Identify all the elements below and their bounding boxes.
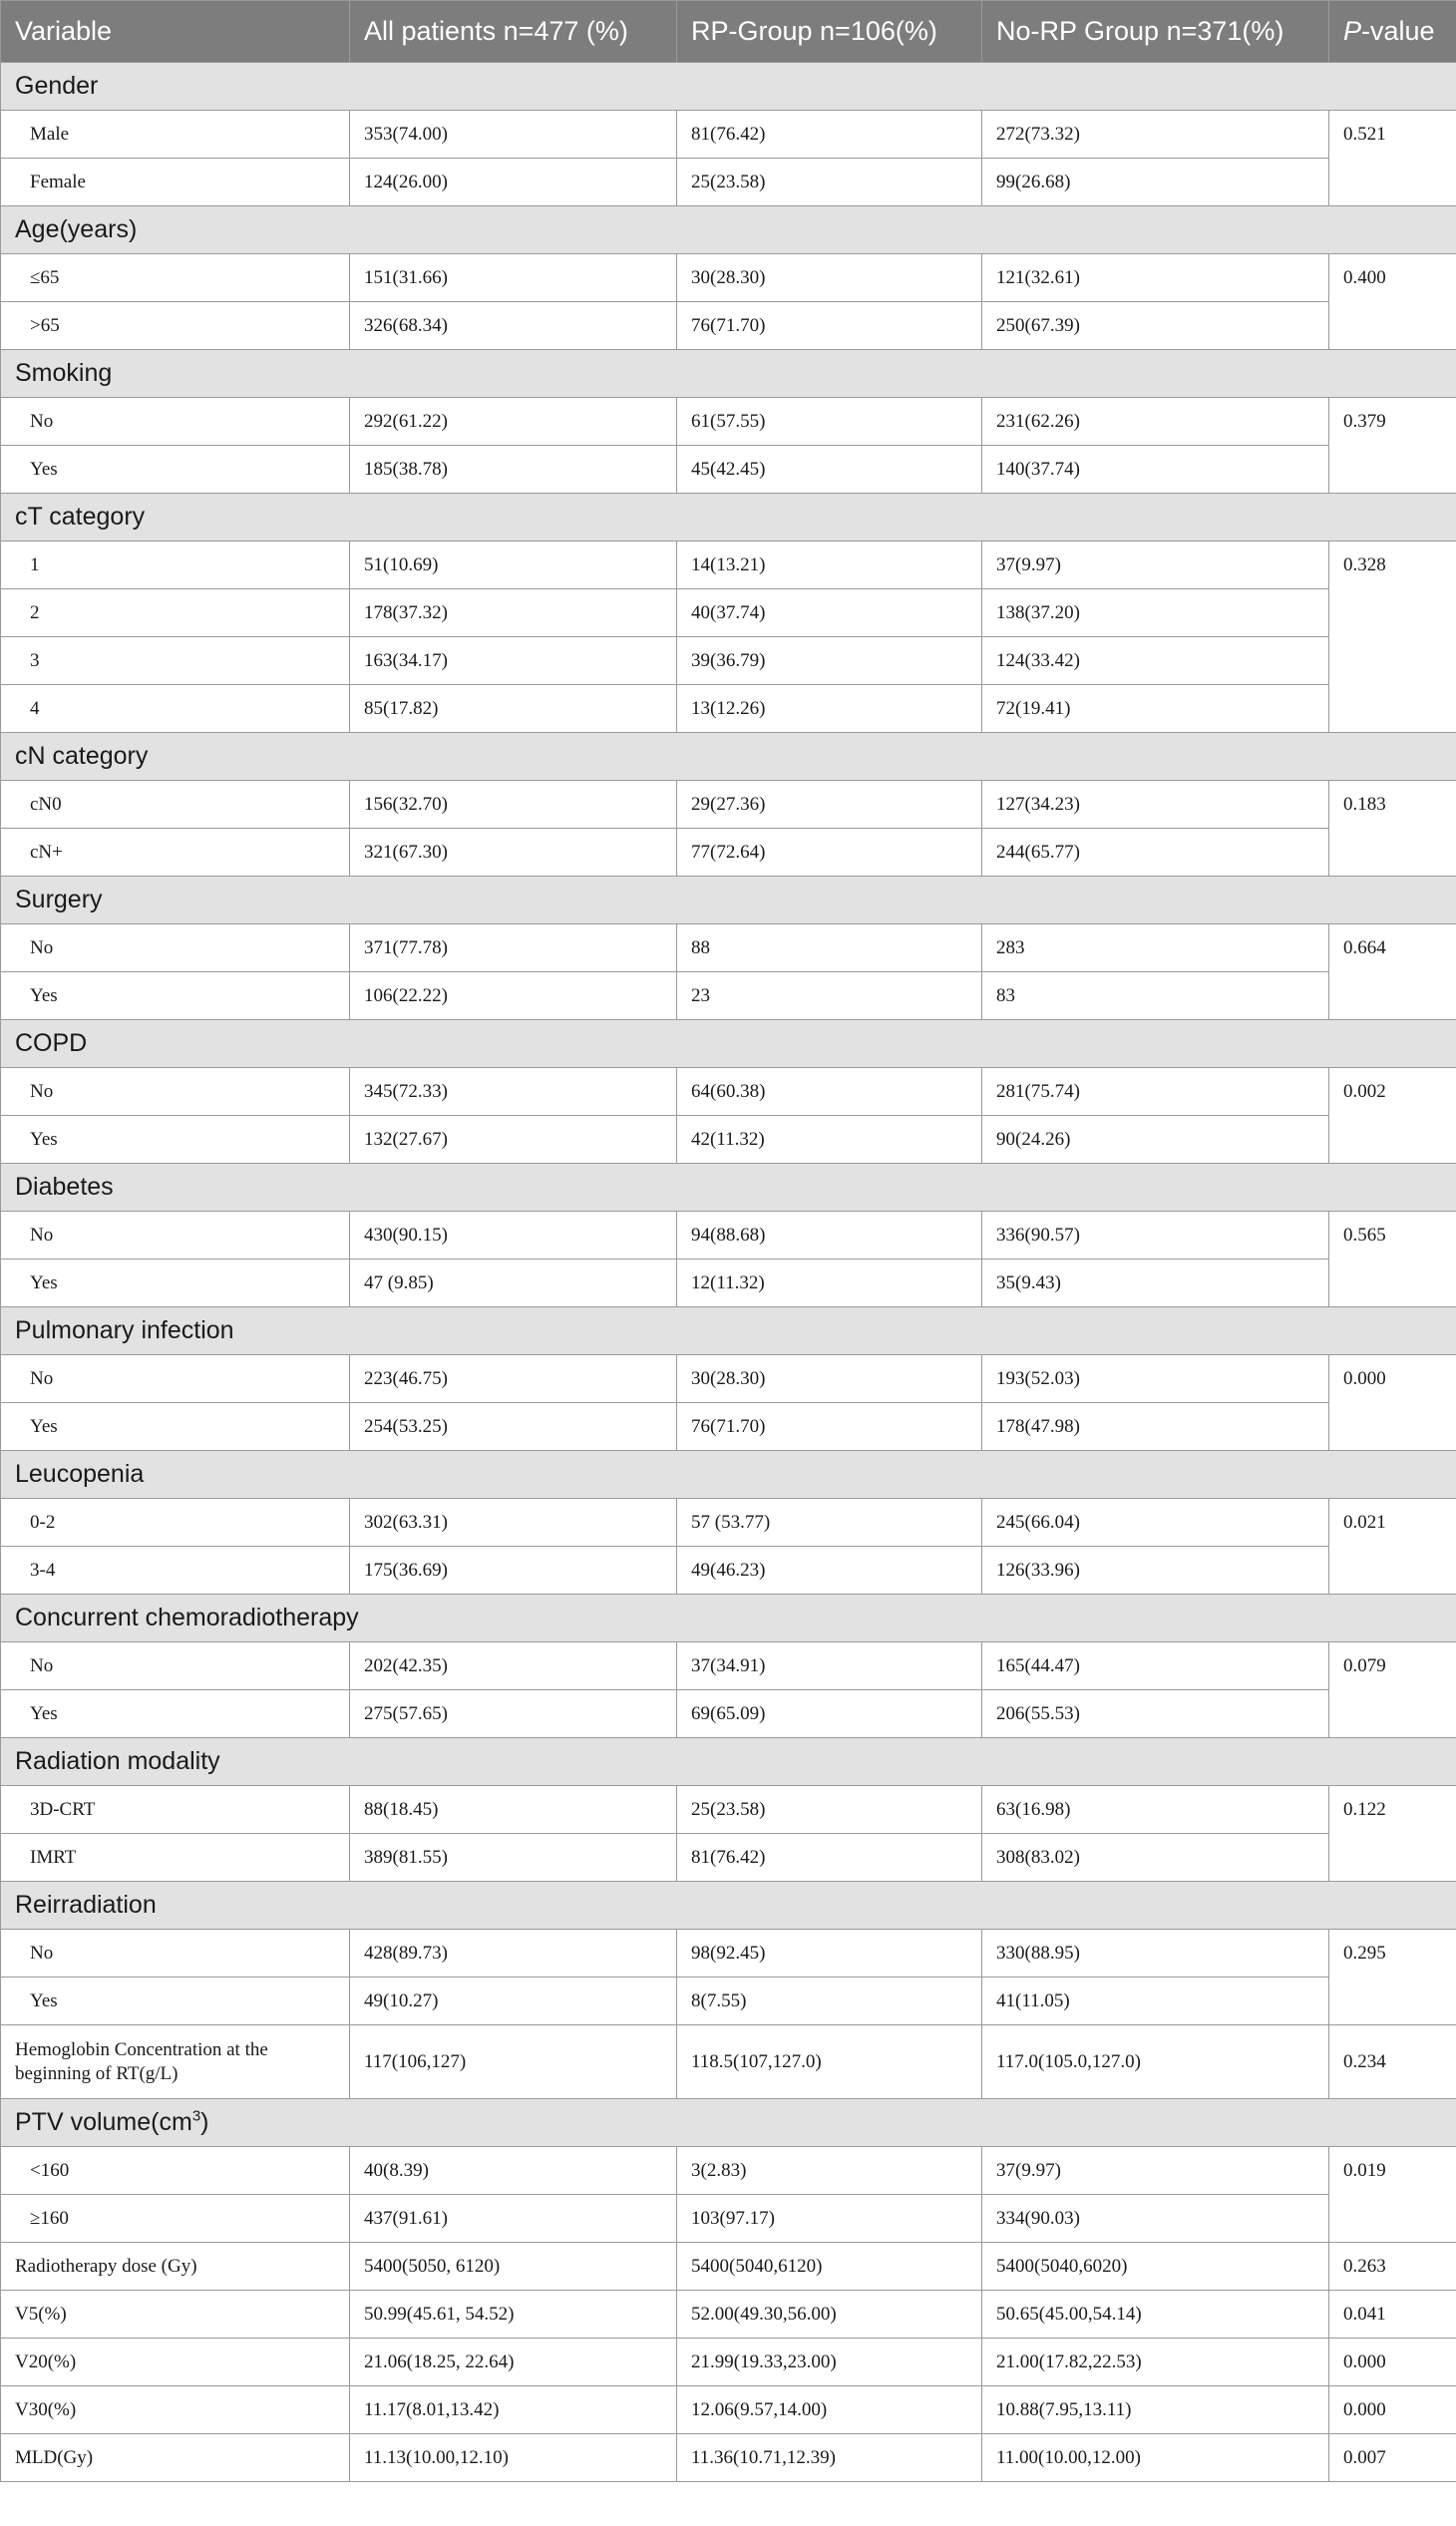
- row-label: 3: [1, 637, 350, 685]
- cell-rp: 45(42.45): [677, 446, 982, 494]
- cell-p-value: 0.000: [1329, 2386, 1456, 2434]
- cell-no-rp: 10.88(7.95,13.11): [982, 2386, 1329, 2434]
- row-label: <160: [1, 2147, 350, 2195]
- cell-all: 49(10.27): [350, 1978, 677, 2025]
- header-row: [1, 1, 1456, 63]
- cell-rp: 14(13.21): [677, 541, 982, 589]
- cell-rp: 5400(5040,6120): [677, 2243, 982, 2291]
- cell-all: 428(89.73): [350, 1930, 677, 1978]
- section-title: PTV $volume(cm^3)$: [1, 2099, 1456, 2147]
- section-title: cT category: [1, 494, 1456, 541]
- section-title: Radiation modality: [1, 1738, 1456, 1786]
- cell-no-rp: 5400(5040,6020): [982, 2243, 1329, 2291]
- cell-no-rp: 178(47.98): [982, 1403, 1329, 1451]
- row-label: V30(%): [1, 2386, 350, 2434]
- table-row: [1, 1260, 1456, 1307]
- cell-all: 124(26.00): [350, 159, 677, 206]
- cell-rp: 81(76.42): [677, 1834, 982, 1882]
- cell-all: 175(36.69): [350, 1547, 677, 1595]
- table-row: [1, 1212, 1456, 1260]
- cell-all: 345(72.33): [350, 1068, 677, 1116]
- cell-p-value: 0.007: [1329, 2434, 1456, 2482]
- cell-p-value: 0.400: [1329, 254, 1456, 350]
- cell-no-rp: 124(33.42): [982, 637, 1329, 685]
- cell-rp: 23: [677, 972, 982, 1020]
- row-label: V20(%): [1, 2339, 350, 2386]
- cell-no-rp: 206(55.53): [982, 1690, 1329, 1738]
- cell-no-rp: 41(11.05): [982, 1978, 1329, 2025]
- section-title: Concurrent chemoradiotherapy: [1, 1595, 1456, 1642]
- cell-all: 117(106,127): [350, 2025, 677, 2099]
- table-row: [1, 159, 1456, 206]
- header-all-patients: All patients n=477 (%): [350, 1, 677, 63]
- table-row: [1, 829, 1456, 877]
- cell-rp: 103(97.17): [677, 2195, 982, 2243]
- cell-all: 275(57.65): [350, 1690, 677, 1738]
- table-row: [1, 781, 1456, 829]
- table-row: [1, 398, 1456, 446]
- cell-no-rp: 245(66.04): [982, 1499, 1329, 1547]
- section-smoking: [1, 350, 1456, 398]
- table-row: [1, 1642, 1456, 1690]
- row-label: 4: [1, 685, 350, 733]
- cell-all: 371(77.78): [350, 924, 677, 972]
- table-row: [1, 1834, 1456, 1882]
- table-row: [1, 685, 1456, 733]
- cell-rp: 37(34.91): [677, 1642, 982, 1690]
- header-no-rp-group: No-RP Group n=371(%): [982, 1, 1329, 63]
- row-label: No: [1, 1642, 350, 1690]
- row-label: Yes: [1, 1116, 350, 1164]
- table-row: [1, 1547, 1456, 1595]
- section-title: cN category: [1, 733, 1456, 781]
- cell-p-value: 0.122: [1329, 1786, 1456, 1882]
- cell-rp: 81(76.42): [677, 111, 982, 159]
- row-label: >65: [1, 302, 350, 350]
- cell-all: 11.13(10.00,12.10): [350, 2434, 677, 2482]
- cell-no-rp: 90(24.26): [982, 1116, 1329, 1164]
- row-label: Yes: [1, 1403, 350, 1451]
- section-ct-category: [1, 494, 1456, 541]
- cell-all: 51(10.69): [350, 541, 677, 589]
- table-row-v30: [1, 2386, 1456, 2434]
- section-radiation-modality: [1, 1738, 1456, 1786]
- cell-rp: 42(11.32): [677, 1116, 982, 1164]
- cell-no-rp: 244(65.77): [982, 829, 1329, 877]
- table-row: [1, 1690, 1456, 1738]
- cell-no-rp: 283: [982, 924, 1329, 972]
- cell-no-rp: 281(75.74): [982, 1068, 1329, 1116]
- cell-all: 40(8.39): [350, 2147, 677, 2195]
- cell-no-rp: 193(52.03): [982, 1355, 1329, 1403]
- row-label: MLD(Gy): [1, 2434, 350, 2482]
- row-label: No: [1, 1930, 350, 1978]
- cell-all: 437(91.61): [350, 2195, 677, 2243]
- table-row-hemoglobin: [1, 2025, 1456, 2099]
- section-title: Reirradiation: [1, 1882, 1456, 1930]
- cell-p-value: 0.019: [1329, 2147, 1456, 2243]
- cell-no-rp: 138(37.20): [982, 589, 1329, 637]
- section-leucopenia: [1, 1451, 1456, 1499]
- row-label: Yes: [1, 1260, 350, 1307]
- cell-all: 163(34.17): [350, 637, 677, 685]
- cell-all: 50.99(45.61, 54.52): [350, 2291, 677, 2339]
- cell-no-rp: 336(90.57): [982, 1212, 1329, 1260]
- cell-no-rp: 126(33.96): [982, 1547, 1329, 1595]
- cell-rp: 69(65.09): [677, 1690, 982, 1738]
- cell-rp: 76(71.70): [677, 1403, 982, 1451]
- section-title: COPD: [1, 1020, 1456, 1068]
- cell-all: 88(18.45): [350, 1786, 677, 1834]
- section-concurrent-chemoradiotherapy: [1, 1595, 1456, 1642]
- cell-all: 321(67.30): [350, 829, 677, 877]
- section-title: Leucopenia: [1, 1451, 1456, 1499]
- cell-no-rp: 165(44.47): [982, 1642, 1329, 1690]
- section-age: [1, 206, 1456, 254]
- row-label: Yes: [1, 972, 350, 1020]
- table-row: [1, 972, 1456, 1020]
- cell-p-value: 0.000: [1329, 2339, 1456, 2386]
- table-row: [1, 1068, 1456, 1116]
- cell-all: 430(90.15): [350, 1212, 677, 1260]
- section-ptv-volume: [1, 2099, 1456, 2147]
- section-title: Gender: [1, 63, 1456, 111]
- table-row: [1, 302, 1456, 350]
- cell-p-value: 0.521: [1329, 111, 1456, 206]
- cell-all: 326(68.34): [350, 302, 677, 350]
- row-label: 1: [1, 541, 350, 589]
- cell-all: 47 (9.85): [350, 1260, 677, 1307]
- section-surgery: [1, 877, 1456, 924]
- cell-p-value: 0.328: [1329, 541, 1456, 733]
- section-title: Age(years): [1, 206, 1456, 254]
- cell-no-rp: 127(34.23): [982, 781, 1329, 829]
- table-row-v5: [1, 2291, 1456, 2339]
- cell-p-value: 0.002: [1329, 1068, 1456, 1164]
- cell-p-value: 0.021: [1329, 1499, 1456, 1595]
- cell-rp: 29(27.36): [677, 781, 982, 829]
- row-label: cN+: [1, 829, 350, 877]
- cell-no-rp: 83: [982, 972, 1329, 1020]
- section-gender: [1, 63, 1456, 111]
- table-row: [1, 111, 1456, 159]
- cell-no-rp: 117.0(105.0,127.0): [982, 2025, 1329, 2099]
- cell-rp: 30(28.30): [677, 1355, 982, 1403]
- cell-all: 185(38.78): [350, 446, 677, 494]
- cell-rp: 25(23.58): [677, 1786, 982, 1834]
- header-p-value: P-value: [1329, 1, 1456, 63]
- cell-rp: 8(7.55): [677, 1978, 982, 2025]
- cell-all: 21.06(18.25, 22.64): [350, 2339, 677, 2386]
- cell-rp: 52.00(49.30,56.00): [677, 2291, 982, 2339]
- table-row: [1, 1930, 1456, 1978]
- row-label: Male: [1, 111, 350, 159]
- header-variable: Variable: [1, 1, 350, 63]
- cell-p-value: 0.041: [1329, 2291, 1456, 2339]
- row-label: No: [1, 398, 350, 446]
- table-row: [1, 1499, 1456, 1547]
- cell-p-value: 0.234: [1329, 2025, 1456, 2099]
- section-pulmonary-infection: [1, 1307, 1456, 1355]
- row-label: 3D-CRT: [1, 1786, 350, 1834]
- cell-all: 292(61.22): [350, 398, 677, 446]
- table-row: [1, 1355, 1456, 1403]
- cell-p-value: 0.079: [1329, 1642, 1456, 1738]
- cell-p-value: 0.263: [1329, 2243, 1456, 2291]
- cell-rp: 13(12.26): [677, 685, 982, 733]
- cell-rp: 25(23.58): [677, 159, 982, 206]
- cell-p-value: 0.664: [1329, 924, 1456, 1020]
- cell-rp: 76(71.70): [677, 302, 982, 350]
- cell-p-value: 0.565: [1329, 1212, 1456, 1307]
- section-title: Smoking: [1, 350, 1456, 398]
- row-label: No: [1, 1355, 350, 1403]
- cell-rp: 49(46.23): [677, 1547, 982, 1595]
- row-label: Yes: [1, 1690, 350, 1738]
- row-label: No: [1, 1068, 350, 1116]
- table-row: [1, 1403, 1456, 1451]
- table-row: [1, 637, 1456, 685]
- row-label: 2: [1, 589, 350, 637]
- row-label: No: [1, 924, 350, 972]
- cell-no-rp: 37(9.97): [982, 2147, 1329, 2195]
- cell-no-rp: 250(67.39): [982, 302, 1329, 350]
- cell-no-rp: 35(9.43): [982, 1260, 1329, 1307]
- cell-no-rp: 231(62.26): [982, 398, 1329, 446]
- cell-rp: 94(88.68): [677, 1212, 982, 1260]
- row-label: ≥160: [1, 2195, 350, 2243]
- cell-rp: 3(2.83): [677, 2147, 982, 2195]
- cell-rp: 118.5(107,127.0): [677, 2025, 982, 2099]
- cell-no-rp: 308(83.02): [982, 1834, 1329, 1882]
- cell-rp: 12.06(9.57,14.00): [677, 2386, 982, 2434]
- section-diabetes: [1, 1164, 1456, 1212]
- cell-all: 302(63.31): [350, 1499, 677, 1547]
- row-label: 3-4: [1, 1547, 350, 1595]
- table-row: [1, 1978, 1456, 2025]
- cell-p-value: 0.183: [1329, 781, 1456, 877]
- cell-all: 178(37.32): [350, 589, 677, 637]
- section-copd: [1, 1020, 1456, 1068]
- table-row-mld: [1, 2434, 1456, 2482]
- header-rp-group: RP-Group n=106(%): [677, 1, 982, 63]
- table-row: [1, 2195, 1456, 2243]
- table-row: [1, 1116, 1456, 1164]
- cell-all: 223(46.75): [350, 1355, 677, 1403]
- row-label: 0-2: [1, 1499, 350, 1547]
- cell-no-rp: 121(32.61): [982, 254, 1329, 302]
- table-row: [1, 446, 1456, 494]
- cell-p-value: 0.295: [1329, 1930, 1456, 2025]
- cell-no-rp: 272(73.32): [982, 111, 1329, 159]
- cell-rp: 12(11.32): [677, 1260, 982, 1307]
- row-label: Radiotherapy dose (Gy): [1, 2243, 350, 2291]
- cell-rp: 21.99(19.33,23.00): [677, 2339, 982, 2386]
- table-row-radiotherapy-dose: [1, 2243, 1456, 2291]
- cell-all: 106(22.22): [350, 972, 677, 1020]
- row-label: cN0: [1, 781, 350, 829]
- row-label: No: [1, 1212, 350, 1260]
- cell-all: 5400(5050, 6120): [350, 2243, 677, 2291]
- table-row-v20: [1, 2339, 1456, 2386]
- row-label: IMRT: [1, 1834, 350, 1882]
- cell-rp: 39(36.79): [677, 637, 982, 685]
- cell-no-rp: 37(9.97): [982, 541, 1329, 589]
- table-row: [1, 254, 1456, 302]
- cell-rp: 88: [677, 924, 982, 972]
- table-row: [1, 924, 1456, 972]
- row-label: Yes: [1, 446, 350, 494]
- cell-all: 353(74.00): [350, 111, 677, 159]
- section-title: Pulmonary infection: [1, 1307, 1456, 1355]
- row-label: V5(%): [1, 2291, 350, 2339]
- cell-no-rp: 50.65(45.00,54.14): [982, 2291, 1329, 2339]
- table-row: [1, 2147, 1456, 2195]
- cell-rp: 57 (53.77): [677, 1499, 982, 1547]
- cell-rp: 61(57.55): [677, 398, 982, 446]
- cell-all: 254(53.25): [350, 1403, 677, 1451]
- row-label: ≤65: [1, 254, 350, 302]
- cell-all: 132(27.67): [350, 1116, 677, 1164]
- cell-all: 151(31.66): [350, 254, 677, 302]
- cell-all: 389(81.55): [350, 1834, 677, 1882]
- cell-all: 11.17(8.01,13.42): [350, 2386, 677, 2434]
- cell-no-rp: 21.00(17.82,22.53): [982, 2339, 1329, 2386]
- section-cn-category: [1, 733, 1456, 781]
- cell-all: 202(42.35): [350, 1642, 677, 1690]
- section-reirradiation: [1, 1882, 1456, 1930]
- cell-all: 85(17.82): [350, 685, 677, 733]
- cell-rp: 30(28.30): [677, 254, 982, 302]
- cell-p-value: 0.000: [1329, 1355, 1456, 1451]
- cell-no-rp: 72(19.41): [982, 685, 1329, 733]
- cell-no-rp: 140(37.74): [982, 446, 1329, 494]
- row-label: Hemoglobin Concentration at the beginning of RT(g/L): [1, 2025, 350, 2099]
- row-label: Yes: [1, 1978, 350, 2025]
- cell-no-rp: 63(16.98): [982, 1786, 1329, 1834]
- section-title: Diabetes: [1, 1164, 1456, 1212]
- cell-p-value: 0.379: [1329, 398, 1456, 494]
- table-row: [1, 1786, 1456, 1834]
- cell-no-rp: 330(88.95): [982, 1930, 1329, 1978]
- row-label: Female: [1, 159, 350, 206]
- table-row: [1, 589, 1456, 637]
- cell-no-rp: 99(26.68): [982, 159, 1329, 206]
- cell-rp: 77(72.64): [677, 829, 982, 877]
- cell-no-rp: 334(90.03): [982, 2195, 1329, 2243]
- table-row: [1, 541, 1456, 589]
- cell-rp: 64(60.38): [677, 1068, 982, 1116]
- section-title: Surgery: [1, 877, 1456, 924]
- cell-rp: 98(92.45): [677, 1930, 982, 1978]
- cell-all: 156(32.70): [350, 781, 677, 829]
- cell-rp: 40(37.74): [677, 589, 982, 637]
- cell-rp: 11.36(10.71,12.39): [677, 2434, 982, 2482]
- cell-no-rp: 11.00(10.00,12.00): [982, 2434, 1329, 2482]
